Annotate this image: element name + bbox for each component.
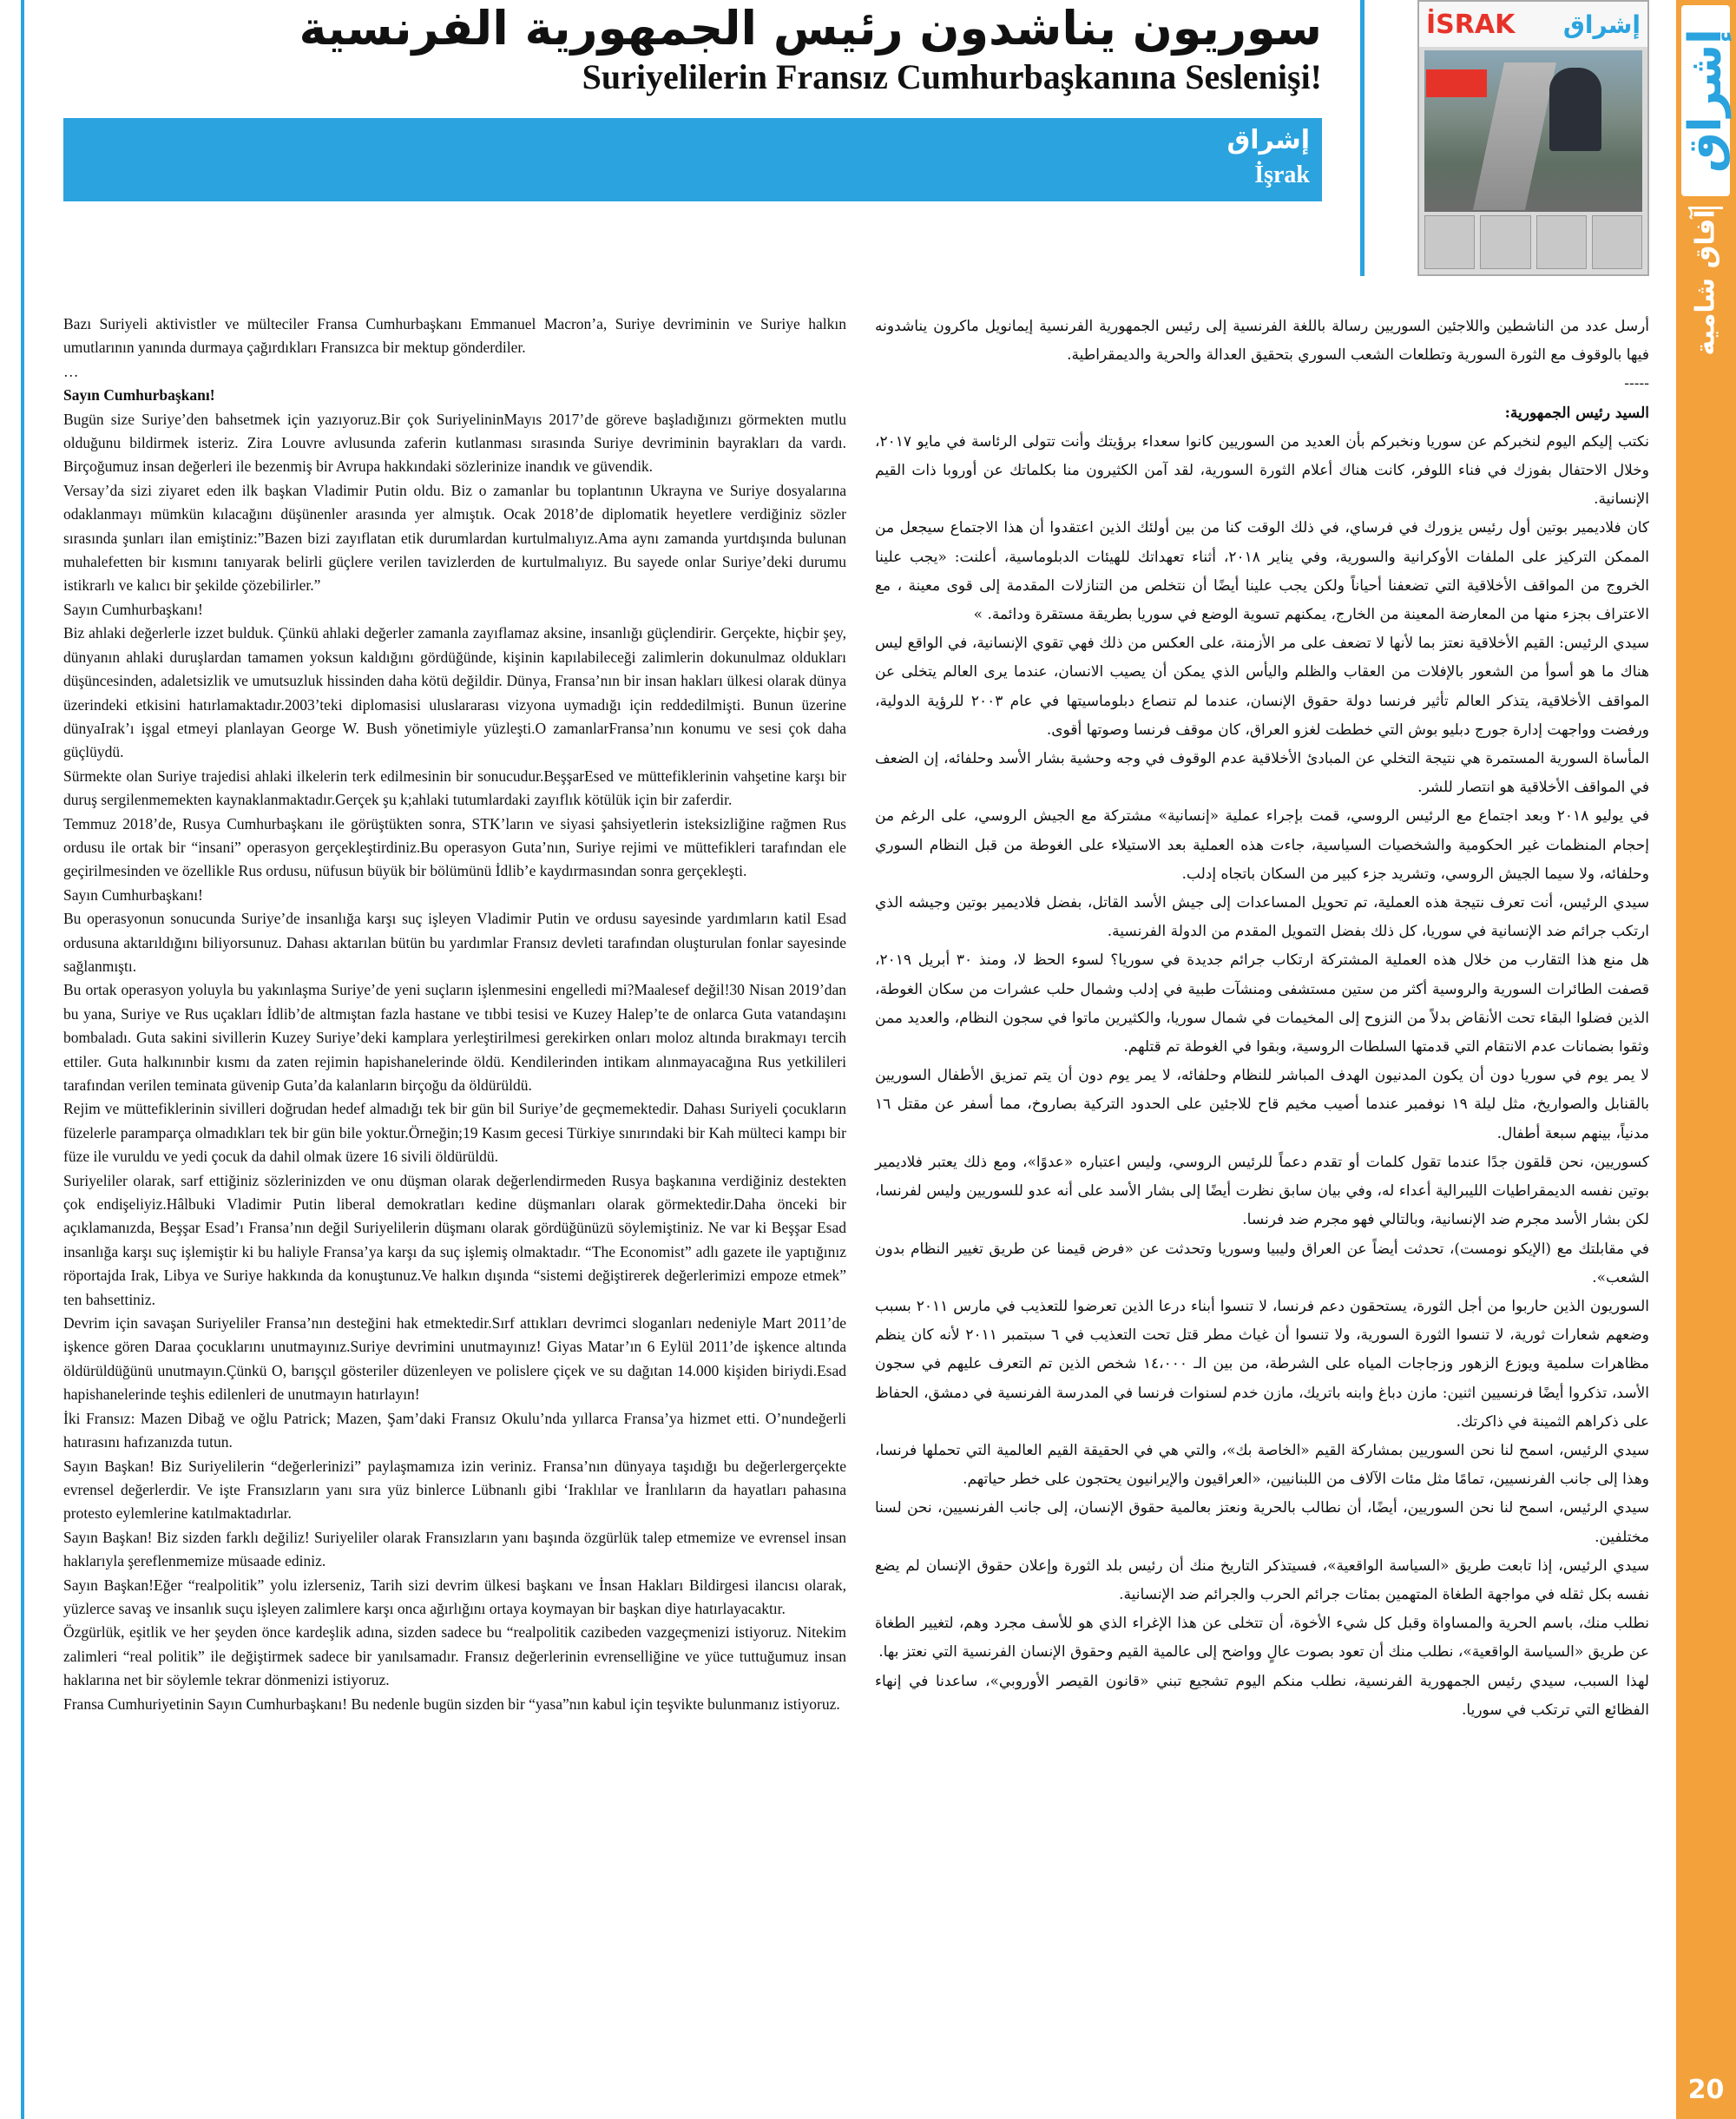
arabic-paragraph: ----- bbox=[1624, 375, 1649, 393]
arabic-paragraph: في مقابلتك مع (الإيكو نومست)، تحدثت أيضاً عن العراق وليبيا وسوريا وتحدثت عن «فرض قيمنا عن طريق تغيير النظام بدون الشعب». bbox=[875, 1240, 1649, 1287]
left-accent-rule bbox=[21, 0, 24, 2119]
arabic-paragraph: كسوريين، نحن قلقون جدًا عندما تقول كلمات أو تقدم دعماً للرئيس الروسي، وليس اعتباره «عدوًا»، ومع ذلك يعتبر فلاديمير بوتين نفسه الديمقراطيات الليبرالية أعداء له، وفي بيان سابق نظرت أيضًا إلى بشار الأسد على أنه عدو للسوريين وليس لفرنسا، لكن بشار الأسد مجرم ضد الإنسانية، وبالتالي فهو مجرم ضد فرنسا. bbox=[875, 1153, 1649, 1229]
page-number: 20 bbox=[1687, 2075, 1725, 2105]
turkish-paragraph: Sayın Başkan! Biz Suriyelilerin “değerlerinizi” paylaşmamıza izin veriniz. Fransa’nın dünyaya taşıdığı bu değerlergerçekte evrensel değerlerdir. Ve işte Fransızların yanı sıra yüz binlerce Lübnanlı gibi ‘Iraklılar ve İranlıların da hayatları pahasına protesto eylemlerine katılmaktadırlar. bbox=[63, 1457, 846, 1523]
article-turkish-column bbox=[63, 313, 846, 1716]
arabic-paragraph: نطلب منك، باسم الحرية والمساواة وقبل كل شيء الأخوة، أن تتخلى عن هذا الإغراء الذي هو للأسف مجرد وهم، لتغيير الطغاة عن طريق «السياسة الواقعية»، نطلب منك أن تعود بصوت عالٍ وواضح إلى عالمية القيم وحقوق الإنسان الفرنسية التي نعتز بها. bbox=[875, 1615, 1649, 1662]
turkish-paragraph: Suriyeliler olarak, sarf ettiğiniz sözlerinizden ve onu düşman olarak değerlendirmeden Rusya başkanına verdiğiniz destekten çok endişeliyiz.Hâlbuki Vladimir Putin liberal demokratları kedine düşmanları olarak görmektedir.Daha önceki bir açıklamanızda, Beşşar Esad’ı Fransa’nın değil Suriyelilerin düşmanı olarak gördüğünüzü söylemiştiniz. Ne var ki Beşşar Esad insanlığa karşı suç işlemiştir ki bu haliyle Fransa’ya karşı da suç işlemiş olmaktadır. “The Economist” adlı gazete ile yaptığınız röportajda Irak, Libya ve Suriye hakkında da konuştunuz.Ve halkın dışında “sistemi değiştirerek değerlerimizi empoze etmek” ten bahsettiniz. bbox=[63, 1171, 846, 1308]
turkish-paragraph: Rejim ve müttefiklerinin sivilleri doğrudan hedef almadığı tek bir gün bil Suriye’de geçmemektedir. Dahası Suriyeli çocukların füzelerle paramparça olmadıkları tek bir gün bile yoktur.Örneğin;19 Kasım gecesi Türkiye sınırındaki bir Kah mülteci kampı bir füze ile vuruldu ve yedi çocuk da dahil olmak üzere 16 sivili öldürüldü. bbox=[63, 1100, 846, 1166]
section-name bbox=[1676, 208, 1736, 356]
headline-turkish: Suriyelilerin Fransız Cumhurbaşkanına Seslenişi! bbox=[582, 57, 1322, 96]
cover-thumb-1 bbox=[1424, 215, 1475, 269]
turkish-paragraph: … bbox=[63, 362, 79, 380]
turkish-paragraph: Sayın Başkan!Eğer “realpolitik” yolu izlerseniz, Tarih sizi devrim ülkesi başkanı ve İnsan Hakları Bildirgesi ilancısı olarak, yüzlerce savaş ve insanlık suçu işleyen zalimlere karşı onca ağırlığını ortaya koymayan bir başkan diye hatırlayacaktır. bbox=[63, 1576, 846, 1617]
turkish-paragraph: Versay’da sizi ziyaret eden ilk başkan Vladimir Putin oldu. Biz o zamanlar bu toplantının Ukrayna ve Suriye dosyalarına odaklanmayı mümkün kılacağını düşünenler arasında yer almıştık. Ocak 2018’de diplomatik heyetlere verdiğiniz sözler sırasında şunları ilan emiştiniz:”Bazen bizi zayıflatan etik durumlardan kurtulmalıyız.Ama aynı zamanda yurtdışında bulunan muhalefetten bir kısmını tanıyarak belirli güçlere verilen tavizlerden de kurtulmalıyız. Bu sayede onlar Suriye’deki durumu istikrarlı ve kalıcı bir şekilde çözebilirler.” bbox=[63, 481, 846, 595]
turkish-paragraph: Sayın Cumhurbaşkanı! bbox=[63, 885, 203, 904]
arabic-paragraph: سيدي الرئيس، إذا تابعت طريق «السياسة الواقعية»، فسيتذكر التاريخ منك أن رئيس بلد الثورة وإعلان حقوق الإنسان لم يضع نفسه بكل ثقله في مواجهة الطغاة المتهمين بمئات جرائم الحرب والجرائم ضد الإنسانية. bbox=[875, 1556, 1649, 1603]
cover-thumb-2 bbox=[1480, 215, 1530, 269]
header-divider bbox=[1360, 0, 1364, 276]
magazine-cover-thumbnail bbox=[1417, 0, 1649, 276]
arabic-paragraph: أرسل عدد من الناشطين واللاجئين السوريين رسالة باللغة الفرنسية إلى رئيس الجمهورية الفرنسية إيمانويل ماكرون يناشدونه فيها بالوقوف مع الثورة السورية وتطلعات الشعب السوري بتحقيق العدالة والحرية والديمقراطية. bbox=[875, 318, 1650, 365]
turkish-paragraph: Sayın Cumhurbaşkanı! bbox=[63, 386, 215, 405]
turkish-paragraph: Sayın Cumhurbaşkanı! bbox=[63, 600, 203, 618]
cover-thumb-3 bbox=[1536, 215, 1587, 269]
arabic-paragraph: في يوليو ٢٠١٨ وبعد اجتماع مع الرئيس الروسي، قمت بإجراء عملية «إنسانية» مشتركة مع الجيش الروسي، على الرغم من إحجام المنظمات غير الحكومية والشخصيات السياسية، جاءت هذه العملية بعد الاستيلاء على الغوطة من قبل النظام السوري وحلفائه، ولا سيما الجيش الروسي، وتشريد جزء كبير من السكان باتجاه إدلب. bbox=[875, 807, 1649, 883]
author-arabic: إشراق bbox=[1226, 125, 1310, 155]
turkish-paragraph: Fransa Cumhuriyetinin Sayın Cumhurbaşkanı! Bu nedenle bugün sizden bir “yasa”nın kabul için teşvikte bulunmanız istiyoruz. bbox=[63, 1695, 840, 1713]
cover-photo-person bbox=[1549, 68, 1601, 151]
cover-masthead bbox=[1419, 2, 1647, 47]
turkish-paragraph: Bu operasyonun sonucunda Suriye’de insanlığa karşı suç işleyen Vladimir Putin ve ordusu sayesinde yardımların katil Esad ordusuna aktarıldığını biliyorsunuz. Dahası aktarılan bütün bu yardımlar Fransız devleti tarafından oluşturulan fonlar sayesinde sağlanmıştı. bbox=[63, 910, 846, 975]
turkish-paragraph: Sürmekte olan Suriye trajedisi ahlaki ilkelerin terk edilmesinin bir sonucudur.BeşşarEsed ve müttefiklerinin vahşetine karşı bir duruş sergilenmemekten kaynaklanmaktadır.Gerçek şu k;ahlaki tutumlardaki zayıflık kötülük için bir zaferdir. bbox=[63, 767, 846, 809]
cover-thumb-4 bbox=[1592, 215, 1642, 269]
author-turkish: İşrak bbox=[1254, 161, 1310, 188]
cover-bottom-thumbnails bbox=[1424, 215, 1642, 269]
magazine-logo-text: إشراق bbox=[1680, 29, 1732, 173]
magazine-logo bbox=[1681, 5, 1730, 196]
turkish-paragraph: Biz ahlaki değerlerle izzet bulduk. Çünkü ahlaki değerler zamanla zayıflamaz aksine, insanlığı güçlendirir. Gerçekte, hiçbir şey, dünyanın ahlaki duruşlardan tamamen yoksun kaldığını gördüğünde, kişinin kapılabileceği zalimlerin dokunulmaz oldukları düşüncesinden, adaletsizlik ve umutsuzluk hissinden daha kötü değildir. Dünya, Fransa’nın bir insan hakları ülkesi olarak dünya üzerindeki etkisini hatırlamaktadır.2003’teki diplomasisi uluslararası vizyona uymadığı için reddedilmişti. Bunun üzerine dünyaIrak’ı işgal etmeyi planlayan George W. Bush yönetimiyle yüzleşti.O zamanlarFransa’nın konumu ve sesi çok daha güçlüydü. bbox=[63, 624, 846, 761]
arabic-paragraph: السيد رئيس الجمهورية: bbox=[1504, 404, 1649, 422]
arabic-paragraph: سيدي الرئيس، اسمح لنا نحن السوريين، أيضًا، أن نطالب بالحرية ونعتز بعالمية حقوق الإنسان، إلى جانب الفرنسيين، نحن لسنا مختلفين. bbox=[875, 1499, 1649, 1546]
author-bar bbox=[63, 118, 1322, 201]
arabic-paragraph: لهذا السبب، سيدي رئيس الجمهورية الفرنسية، نطلب منكم اليوم تشجيع تبني «قانون القيصر الأوروبي»، ساعدنا في إنهاء الفظائع التي ترتكب في سوريا. bbox=[875, 1672, 1649, 1719]
cover-brand-latin: İSRAK bbox=[1426, 9, 1516, 40]
arabic-paragraph: السوريون الذين حاربوا من أجل الثورة، يستحقون دعم فرنسا، لا تنسوا أبناء درعا الذين تعرضوا للتعذيب في مارس ٢٠١١ بسبب وضعهم شعارات ثورية، لا تنسوا الثورة السورية، ولا تنسوا أن غياث مطر قتل تحت التعذيب في ٦ سبتمبر ٢٠١١ لأنه كان ينظم مظاهرات سلمية ويوزع الزهور وزجاجات المياه على الشرطة، من بين الـ ١٤،٠٠٠ شخص الذين تم التعرف عليهم في سجون الأسد، تذكروا أيضًا فرنسيين اثنين: مازن دباغ وابنه باتريك، مازن خدم لسنوات فرنسا في المدرسة الفرنسية في دمشق، الحفاظ على ذكراهم الثمينة في ذاكرتك. bbox=[875, 1297, 1649, 1431]
cover-red-label bbox=[1426, 69, 1487, 97]
turkish-paragraph: Devrim için savaşan Suriyeliler Fransa’nın desteğini hak etmektedir.Sırf attıkları devrimci sloganları nedeniyle Mart 2011’de işkence gören Daraa çocuklarını unutmayınız.Suriye devrimini unutmayınız! Giyas Matar’ın 6 Eylül 2011’de işkence altında öldürüldüğünü unutmayın.Çünkü O, barışçıl gösteriler düzenleyen ve polislere çiçek ve su dağıtan 14.000 kişiden biriydi.Esad hapishanelerinde teşhis edilenleri de unutmayın hatırlayın! bbox=[63, 1314, 846, 1404]
arabic-paragraph: هل منع هذا التقارب من خلال هذه العملية المشتركة ارتكاب جرائم جديدة في سوريا؟ لسوء الحظ لا، ومنذ ٣٠ أبريل ٢٠١٩، قصفت الطائرات السورية والروسية أكثر من ستين مستشفى ومنشآت طبية في إدلب وشمال حلب عشرات من سكان الغوطة، الذين فضلوا البقاء تحت الأنقاض بدلاً من النزوح إلى المخيمات في شمال سوريا، والكثيرين ماتوا في سجون النظام، والعديد ممن وثقوا بضمانات عدم الانتقام التي قدمتها السلطات الروسية، وبقوا في الغوطة تم قتلهم. bbox=[875, 951, 1649, 1056]
turkish-paragraph: Bazı Suriyeli aktivistler ve mülteciler Fransa Cumhurbaşkanı Emmanuel Macron’a, Suriye devriminin ve Suriye halkın umutlarının yanında durmaya çağırdıkları Fransızca bir mektup gönderdiler. bbox=[63, 315, 846, 357]
turkish-paragraph: Özgürlük, eşitlik ve her şeyden önce kardeşlik adına, sizden sadece bu “realpolitik cazibeden vazgeçmenizi istiyoruz. Nitekim zalimleri “real politik” ile değiştirmek sadece bir yanılsamadır. Fransız değerlerinin evrenselliğine ve yüce tuttuğumuz insan haklarına net bir söylemle tekrar dönmenizi istiyoruz. bbox=[63, 1623, 846, 1689]
section-name-text: آفاق شامية bbox=[1691, 208, 1721, 356]
turkish-paragraph: Sayın Başkan! Biz sizden farklı değiliz! Suriyeliler olarak Fransızların yanı başında özgürlük talep etmemize ve evrensel insan haklarıyla şereflenmemize müsaade ediniz. bbox=[63, 1528, 846, 1570]
arabic-paragraph: سيدي الرئيس: القيم الأخلاقية نعتز بما لأنها لا تضعف على مر الأزمنة، على العكس من ذلك فهي تقوي الإنسانية، في الواقع ليس هناك ما هو أسوأ من الشعور بالإفلات من العقاب والظلم واليأس الذي يمكن أن يصيب الانسان، عندما يرى العالم يتخلى عن المواقف الأخلاقية، يتذكر العالم تأثير فرنسا دولة حقوق الإنسان، عندما لم تنصاع دبلوماسيتها في عام ٢٠٠٣ للرؤية الدولية، ورفضت وواجهت إدارة جورج دبليو بوش التي خططت لغزو العراق، كان موقف فرنسا وصوتها أقوى. bbox=[875, 635, 1649, 739]
headline-arabic: سوريون يناشدون رئيس الجمهورية الفرنسية bbox=[299, 1, 1322, 56]
section-strip bbox=[1676, 0, 1736, 2119]
article-arabic-column bbox=[875, 313, 1649, 1725]
arabic-paragraph: لا يمر يوم في سوريا دون أن يكون المدنيون الهدف المباشر للنظام وحلفائه، لا يمر يوم دون أن يتم تمزيق الأطفال السوريين بالقنابل والصواريخ، مثل ليلة ١٩ نوفمبر عندما أصيب مخيم قاح للاجئين على الحدود التركية بصاروخ، مما أسفر عن مقتل ١٦ مدنياً، بينهم سبعة أطفال. bbox=[875, 1067, 1649, 1142]
arabic-paragraph: نكتب إليكم اليوم لنخبركم عن سوريا ونخبركم بأن العديد من السوريين كانوا سعداء برؤيتك وأنت تتولى الرئاسة في مايو ٢٠١٧، وخلال الاحتفال بفوزك في فناء اللوفر، كانت هناك أعلام الثورة السورية، لقد آمن الكثيرون منا بكلماتك عن أوروبا ذات القيم الإنسانية. bbox=[875, 432, 1649, 509]
turkish-paragraph: Temmuz 2018’de, Rusya Cumhurbaşkanı ile görüştükten sonra, STK’ların ve siyasi şahsiyetlerin isteksizliğine rağmen Rus ordusu ile ortak bir “insani” operasyon gerçekleştirdiniz.Bu operasyon Guta’nın, Suriye rejimi ve müttefikleri tarafından ele geçirilmesinden ve özellikle Rus ordusu, nüfusun büyük bir bölümünü İdlib’e kaydırmasından sonra gerçekleşti. bbox=[63, 814, 846, 880]
cover-brand-arabic: إشراق bbox=[1562, 10, 1641, 39]
arabic-paragraph: كان فلاديمير بوتين أول رئيس يزورك في فرساي، في ذلك الوقت كنا من بين أولئك الذين اعتقدوا أن هذا الاجتماع سيجعل من الممكن التركيز على الملفات الأوكرانية والسورية، وفي يناير ٢٠١٨، أثناء تعهداتك للهيئات الدبلوماسية، أعلنت: «يجب علينا الخروج من المواقف الأخلاقية التي تضعفنا أحياناً ولكن يجب علينا أيضًا أن نتخلص من التنازلات المقدمة إلى قوى معينة ، مع الاعتراف بجزء منها من المعارضة المعينة من الخارج، يمكنهم تسوية الوضع في سوريا بطريقة مستقرة ودائمة. » bbox=[875, 519, 1649, 624]
arabic-paragraph: المأساة السورية المستمرة هي نتيجة التخلي عن المبادئ الأخلاقية عدم الوقوف في وجه وحشية بشار الأسد وحلفائه، إن الضعف في المواقف الأخلاقية هو انتصار للشر. bbox=[875, 750, 1649, 797]
arabic-paragraph: سيدي الرئيس، أنت تعرف نتيجة هذه العملية، تم تحويل المساعدات إلى جيش الأسد القاتل، بفضل فلاديمير بوتين وجيشه الذي ارتكب جرائم ضد الإنسانية في سوريا، كل ذلك بفضل التمويل المقدم من الدولة الفرنسية. bbox=[875, 894, 1649, 941]
arabic-paragraph: سيدي الرئيس، اسمح لنا نحن السوريين بمشاركة القيم «الخاصة بك»، والتي هي في الحقيقة القيم العالمية التي تحملها فرنسا، وهذا إلى جانب الفرنسيين، تمامًا مثل مئات الآلاف من اللبنانيين، «العراقيون والإيرانيون يحتجون على خطر حياتهم. bbox=[875, 1441, 1649, 1489]
turkish-paragraph: Bugün size Suriye’den bahsetmek için yazıyoruz.Bir çok SuriyelininMayıs 2017’de göreve başladığınızı görmekten mutlu olduğunu bildirmek isteriz. Zira Louvre avlusunda zaferin kutlanması sırasında Suriye devriminin bayrakları da vardı. Birçoğumuz insan değerleri ile bezenmiş bir Avrupa hakkındaki sözlerinize inandık ve güvendik. bbox=[63, 410, 846, 476]
turkish-paragraph: Bu ortak operasyon yoluyla bu yakınlaşma Suriye’de yeni suçların işlenmesini engelledi mi?Maalesef değil!30 Nisan 2019’dan bu yana, Suriye ve Rus uçakları İdlib’de altmıştan fazla hastane ve tıbbi tesisi ve Kuzey Halep’te de onlarca Guta vatandaşını bombaladı. Guta sakini sivillerin Kuzey Suriye’deki kamplara yerleştirilmesi gerekirken onları moloz altında bırakmayı tercih ettiler. Guta halkınınbir kısmı da zaten rejimin hapishanelerinde öldü. Kendilerinden intikam alınmayacağına Rus yetkilileri tarafından verilen teminata güvenip Guta’da kalanların birçoğu da öldürüldü. bbox=[63, 981, 846, 1094]
turkish-paragraph: İki Fransız: Mazen Dibağ ve oğlu Patrick; Mazen, Şam’daki Fransız Okulu’nda yıllarca Fransa’ya hizmet etti. O’nundeğerli hatırasını hafızanızda tutun. bbox=[63, 1409, 846, 1451]
